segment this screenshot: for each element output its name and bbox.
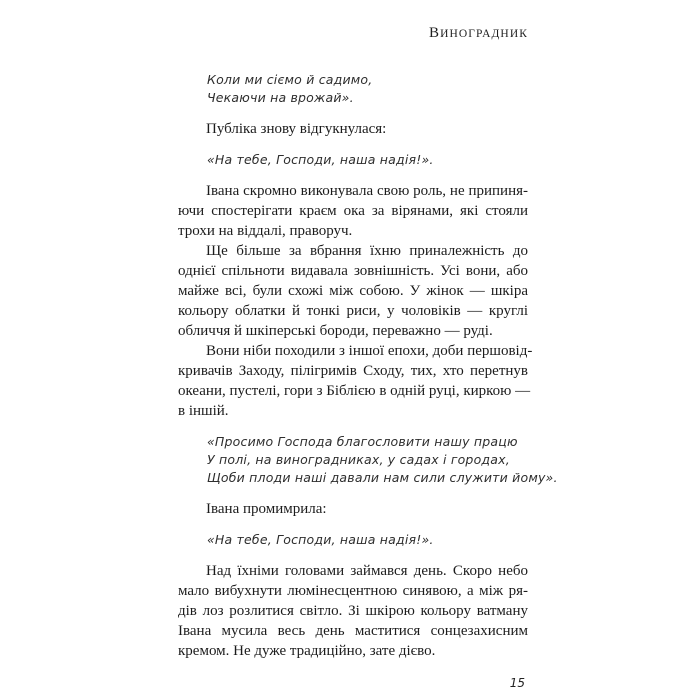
verse-block [178,433,558,487]
verse-block [178,531,528,549]
text-line: Над їхніми головами займався день. Скоро небо [206,563,528,579]
page-body [178,71,558,661]
text-line: кривачів Заходу, пілігримів Сходу, тих, хто перетнув [178,363,528,379]
text-line: однієї спільноти видавала зовнішність. Усі вони, або [178,263,528,279]
running-header: ВИНОГРАДНИК [428,25,528,41]
page-number: 15 [509,676,525,690]
text-line: обличчя й шкіперські бороди, переважно — руді. [178,323,493,339]
text-line: океани, пустелі, гори з Біблією в одній руці, киркою — [178,383,531,399]
text-line: Івана скромно виконувала свою роль, не припиня- [206,183,528,199]
text-line: Івана мусила весь день маститися сонцезахисним [178,623,528,639]
text-line: трохи на віддалі, праворуч. [178,223,353,239]
verse-line: У полі, на виноградниках, у садах і городах, [207,452,510,467]
text-line: кольору облатки й тонкі риси, у чоловіків — круглі [178,303,528,319]
text-line: мало вибухнути люмінесцентною синявою, а між ря- [178,583,528,599]
verse-line: Щоби плоди наші давали нам сили служити йому». [207,470,558,485]
paragraph [178,181,528,241]
text-line: кремом. Не дуже традиційно, зате дієво. [178,643,436,659]
text-line: майже всі, були схожі між собою. У жінок — шкіра [178,283,528,299]
paragraph [178,499,528,519]
verse-line: Чекаючи на врожай». [207,90,354,105]
paragraph [178,241,528,341]
verse-line: «На тебе, Господи, наша надія!». [207,532,434,547]
paragraph [178,561,528,661]
verse-block [178,151,528,169]
paragraph [178,341,533,421]
text-line: в іншій. [178,403,229,419]
text-line: Вони ніби походили з іншої епохи, доби першовід- [206,343,533,359]
paragraph [178,119,528,139]
verse-line: «Просимо Господа благословити нашу працю [207,434,518,449]
text-line: дів лоз розлитися світло. Зі шкірою кольору ватману [178,603,528,619]
text-line: ючи спостерігати краєм ока за вірянами, які стояли [178,203,528,219]
text-line: Ще більше за вбрання їхню приналежність до [206,243,528,259]
verse-block [178,71,528,107]
text-line: Івана промимрила: [206,501,327,517]
verse-line: «На тебе, Господи, наша надія!». [207,152,434,167]
text-line: Публіка знову відгукнулася: [206,121,387,137]
verse-line: Коли ми сіємо й садимо, [207,72,373,87]
